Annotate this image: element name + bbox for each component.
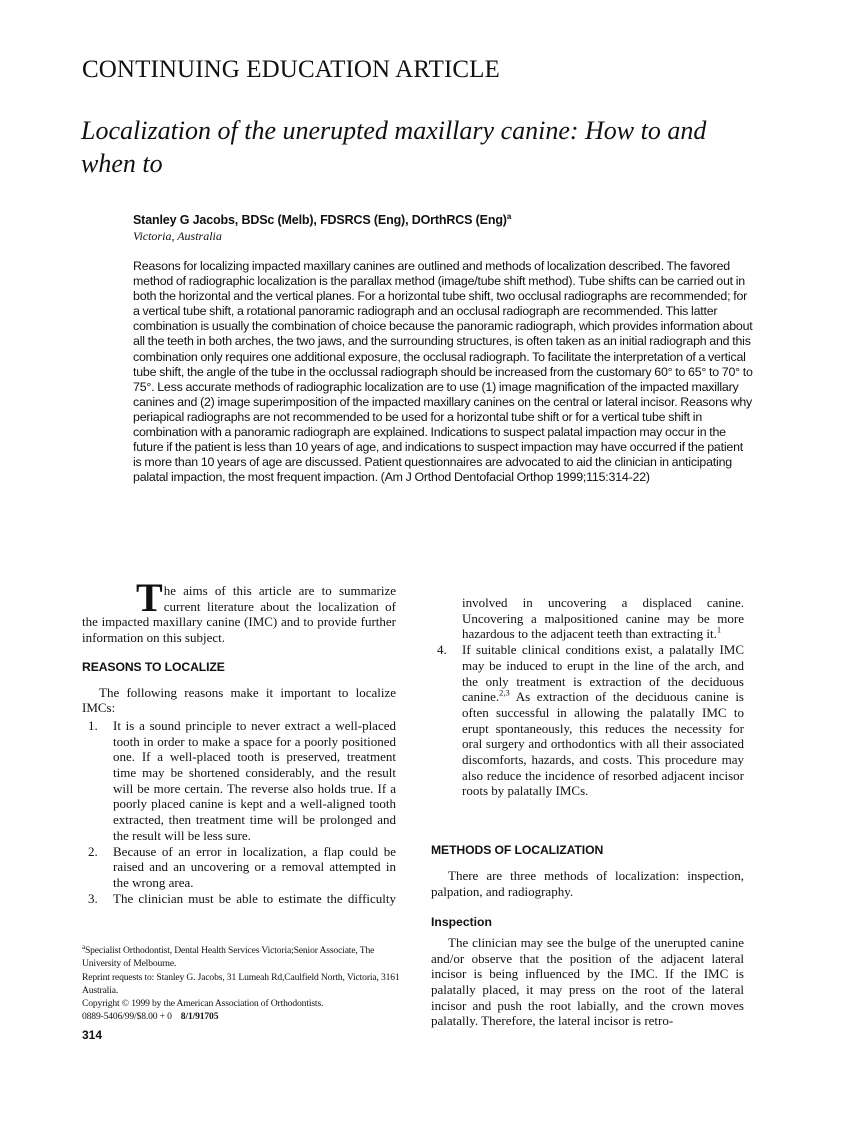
intro-text: he aims of this article are to summarize current literature about the localization of the impacted maxillary canine (IMC) and to provide further information on this subject.	[82, 583, 396, 646]
list-item: 2. Because of an error in localization, a flap could be raised and an uncovering or a removal attempted in the wrong area.	[88, 843, 396, 890]
footnote-affiliation: $^a$Specialist Orthodontist, Dental Health Services Victoria;Senior Associate, The University of Melbourne.	[82, 943, 375, 970]
footnotes	[82, 941, 400, 1023]
heading-reasons-to-localize: REASONS TO LOCALIZE	[82, 659, 225, 674]
body-column-left	[82, 575, 396, 906]
abstract: Reasons for localizing impacted maxillary canines are outlined and methods of localization described. The favored method of radiographic localization is the parallax method (image/tube shift method). Tube shifts can be carried out in both the horizontal and the vertical planes. For a horizontal tube shift, two occlusal radiographs are recommended; for a vertical tube shift, a rotational panoramic radiograph and an occlusal radiograph are recommended. This latter combination is usually the combination of choice because the panoramic radiograph, which provides information about all the teeth in both arches, the two jaws, and the surrounding structures, is often taken as an initial radiograph and this combination only requires one additional exposure, the occlusal radiograph. To facilitate the interpretation of a vertical tube shift, the angle of the tube in the occlussal radiograph should be increased from the customary 60° to 65° to 70° to 75°. Less accurate methods of radiographic localization are to use (1) image magnification of the impacted maxillary canines and (2) image superimposition of the impacted maxillary canines on the central or lateral incisor. Reasons why periapical radiographs are not recommended to be used for a horizontal tube shift or for a vertical tube shift in combination with a panoramic radiograph are explained. Indications to suspect palatal impaction may occur in the future if the patient is less than 10 years of age, and indications to suspect impaction may have occurred if the patient is more than 10 years of age are discussed. Patient questionnaires are advocated to aid the clinician in anticipating palatal impaction, the most frequent impaction. (Am J Orthod Dentofacial Orthop 1999;115:314-22)	[133, 259, 753, 485]
reasons-list	[82, 718, 396, 906]
reference-marker: 2,3	[499, 687, 510, 698]
list-item: 1. It is a sound principle to never extract a well-placed tooth in order to make a space for a poorly positioned one. If a well-placed tooth is preserved, treatment time may be shortened considerably, and the result will be more certain. The reverse also holds true. If a poorly placed canine is kept and a well-aligned tooth extracted, then treatment time will be prolonged and the result will be less sure.	[88, 717, 396, 843]
author-names: Stanley G Jacobs, BDSc (Melb), FDSRCS (Eng), DOrthRCS (Eng)	[133, 213, 507, 228]
list-item: 3. The clinician must be able to estimate the difficulty	[88, 890, 396, 906]
footnote-codes: 0889-5406/99/$8.00 + 0 8/1/91705	[82, 1011, 219, 1023]
list-item-continuation: involved in uncovering a displaced canine. Uncovering a malpositioned canine may be more hazardous to the adjacent teeth than extracting it.$^1$	[462, 595, 744, 642]
methods-paragraph: There are three methods of localization: inspection, palpation, and radiography.	[431, 867, 744, 899]
list-item: 4. If suitable clinical conditions exist, a palatally IMC may be induced to erupt in the line of the arch, and the only treatment is extraction of the deciduous canine.$^{2,3}$ As extraction of the deciduous canine is often successful in allowing the palatally IMC to erupt spontaneously, this reduces the necessity for oral surgery and orthodontics with all their associated discomforts, hazards, and costs. This procedure may also reduce the incidence of resorbed adjacent incisor roots by palatally IMCs.	[437, 642, 744, 799]
intro-paragraph	[82, 575, 396, 646]
author-line	[133, 212, 511, 227]
article-title: Localization of the unerupted maxillary canine: How to and when to	[81, 116, 707, 178]
footnote-reprint: Reprint requests to: Stanley G. Jacobs, 31 Lumeah Rd,Caulfield North, Victoria, 3161 Australia.	[82, 971, 400, 996]
footnote-copyright: Copyright © 1999 by the American Association of Orthodontists.	[82, 998, 324, 1009]
inspection-paragraph: The clinician may see the bulge of the unerupted canine and/or observe that the position of the adjacent lateral incisor is being influenced by the IMC. If the IMC is palatally placed, it may press on the root of the lateral incisor and push the root labially, and the crown moves palatally. Therefore, the lateral incisor is retro-	[431, 934, 744, 1029]
page-number: 314	[82, 1028, 103, 1042]
body-column-right	[431, 595, 744, 1029]
section-label: CONTINUING EDUCATION ARTICLE	[82, 56, 500, 83]
heading-methods-of-localization: METHODS OF LOCALIZATION	[431, 843, 604, 858]
author-footnote-marker: a	[506, 212, 512, 221]
drop-cap: T	[136, 575, 163, 620]
heading-inspection: Inspection	[431, 915, 492, 930]
reasons-lead-paragraph: The following reasons make it important to localize IMCs:	[82, 684, 396, 716]
author-affiliation: Victoria, Australia	[133, 229, 222, 243]
reference-marker: 1	[716, 625, 722, 636]
